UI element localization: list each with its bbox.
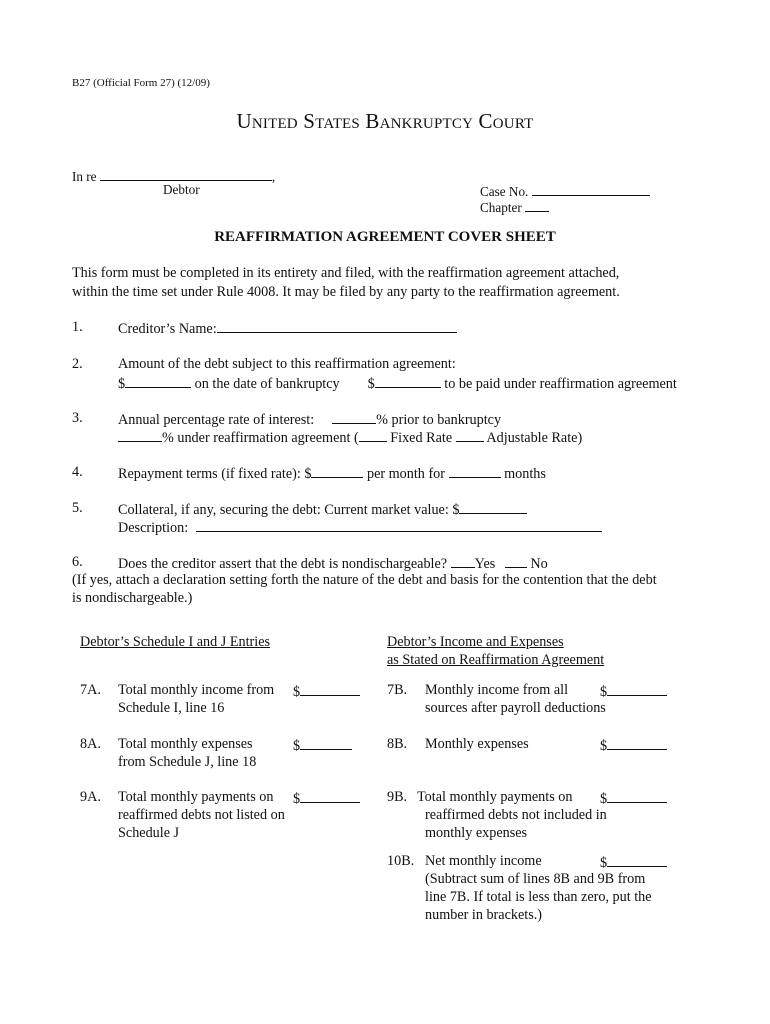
entry-9a-line-1: Total monthly payments on bbox=[118, 789, 274, 805]
entry-7b-line-2: sources after payroll deductions bbox=[425, 700, 606, 716]
creditor-name-field[interactable] bbox=[217, 319, 457, 333]
entry-7b-field[interactable] bbox=[607, 682, 667, 696]
entry-7a-line-2: Schedule I, line 16 bbox=[118, 700, 225, 716]
entry-10b-line-2: (Subtract sum of lines 8B and 9B from bbox=[425, 871, 646, 887]
entry-8b-field[interactable] bbox=[607, 736, 667, 750]
entry-7b-line-1: Monthly income from all bbox=[425, 682, 569, 698]
on-date-of-bankruptcy-text: on the date of bankruptcy bbox=[191, 376, 340, 392]
debt-under-agreement-field[interactable] bbox=[375, 374, 441, 388]
no-label: No bbox=[530, 556, 548, 572]
in-re-comma: , bbox=[271, 169, 276, 184]
entry-10b-line-3: line 7B. If total is less than zero, put the bbox=[425, 889, 652, 905]
item-2-number: 2. bbox=[72, 356, 83, 372]
item-2-line-1: Amount of the debt subject to this reaffirmation agreement: bbox=[118, 356, 456, 372]
apr-label: Annual percentage rate of interest: bbox=[118, 412, 315, 428]
dollar-sign: $ bbox=[600, 791, 608, 807]
right-column-header-1: Debtor’s Income and Expenses bbox=[387, 634, 564, 650]
entry-10b-line-4: number in brackets.) bbox=[425, 907, 543, 923]
item-5-line-1 bbox=[118, 500, 527, 519]
item-6-number: 6. bbox=[72, 554, 83, 570]
entry-7b-number: 7B. bbox=[387, 682, 408, 698]
entry-7a-number: 7A. bbox=[80, 682, 101, 698]
entry-10b-field[interactable] bbox=[607, 853, 667, 867]
entry-9b-line-2: reaffirmed debts not included in bbox=[425, 807, 607, 823]
item-1-creditor bbox=[118, 319, 457, 338]
apr-prior-field[interactable] bbox=[332, 410, 376, 424]
item-6-note-2: is nondischargeable.) bbox=[72, 590, 193, 606]
apr-under-field[interactable] bbox=[118, 428, 162, 442]
dollar-sign: $ bbox=[293, 684, 301, 700]
item-3-line-2 bbox=[118, 428, 582, 447]
debtor-label: Debtor bbox=[163, 182, 200, 197]
item-3-line-1 bbox=[118, 410, 501, 429]
debtor-name-field[interactable] bbox=[100, 167, 272, 181]
description-label: Description: bbox=[118, 520, 189, 536]
to-be-paid-text: to be paid under reaffirmation agreement bbox=[440, 376, 677, 392]
no-field[interactable] bbox=[505, 554, 527, 568]
item-6-note-1: (If yes, attach a declaration setting forth the nature of the debt and basis for the contention that the debt bbox=[72, 572, 657, 588]
intro-line-1: This form must be completed in its entirety and filed, with the reaffirmation agreement attached, bbox=[72, 265, 620, 281]
dollar-sign: $ bbox=[367, 376, 375, 392]
nondischargeable-question: Does the creditor assert that the debt is nondischargeable? bbox=[118, 556, 448, 572]
chapter-label: Chapter bbox=[480, 200, 522, 215]
repayment-terms-label: Repayment terms (if fixed rate): $ bbox=[118, 466, 312, 482]
left-column-header: Debtor’s Schedule I and J Entries bbox=[80, 634, 271, 650]
entry-8b-number: 8B. bbox=[387, 736, 408, 752]
entry-7a-field[interactable] bbox=[300, 682, 360, 696]
description-field[interactable] bbox=[196, 518, 602, 532]
apr-prior-text: % prior to bankruptcy bbox=[376, 412, 502, 428]
entry-8b-amount bbox=[600, 736, 667, 755]
entry-7b-amount bbox=[600, 682, 667, 701]
entry-9a-line-2: reaffirmed debts not listed on bbox=[118, 807, 285, 823]
in-re-label: In re bbox=[72, 169, 97, 184]
per-month-text: per month for bbox=[363, 466, 449, 482]
adjustable-rate-text: Adjustable Rate) bbox=[483, 430, 583, 446]
fixed-rate-field[interactable] bbox=[359, 428, 387, 442]
debt-on-bankruptcy-field[interactable] bbox=[125, 374, 191, 388]
collateral-value-field[interactable] bbox=[459, 500, 527, 514]
yes-label: Yes bbox=[474, 556, 496, 572]
item-2-line-2 bbox=[118, 374, 677, 393]
case-no-field[interactable] bbox=[532, 182, 650, 196]
adjustable-rate-field[interactable] bbox=[456, 428, 484, 442]
entry-9a-line-3: Schedule J bbox=[118, 825, 180, 841]
entry-9a-field[interactable] bbox=[300, 789, 360, 803]
entry-10b-amount bbox=[600, 853, 667, 872]
right-column-header-2: as Stated on Reaffirmation Agreement bbox=[387, 652, 605, 668]
entry-9b-amount bbox=[600, 789, 667, 808]
item-5-line-2 bbox=[118, 518, 602, 537]
item-1-number: 1. bbox=[72, 319, 83, 335]
court-title-text: United States Bankruptcy Court bbox=[236, 109, 534, 133]
intro-line-2: within the time set under Rule 4008. It may be filed by any party to the reaffirmation agreement. bbox=[72, 284, 620, 300]
entry-9b-line-3: monthly expenses bbox=[425, 825, 528, 841]
item-3-number: 3. bbox=[72, 410, 83, 426]
chapter-line bbox=[480, 198, 549, 216]
court-title bbox=[0, 109, 770, 134]
item-4-line bbox=[118, 464, 546, 483]
entry-8a-line-2: from Schedule J, line 18 bbox=[118, 754, 257, 770]
dollar-sign: $ bbox=[293, 791, 301, 807]
entry-7a-amount bbox=[293, 682, 360, 701]
months-text: months bbox=[500, 466, 546, 482]
apr-under-text: % under reaffirmation agreement ( bbox=[162, 430, 359, 446]
form-heading: REAFFIRMATION AGREEMENT COVER SHEET bbox=[214, 229, 556, 245]
months-count-field[interactable] bbox=[449, 464, 501, 478]
dollar-sign: $ bbox=[600, 684, 608, 700]
entry-8b-line-1: Monthly expenses bbox=[425, 736, 529, 752]
entry-9b-field[interactable] bbox=[607, 789, 667, 803]
dollar-sign: $ bbox=[600, 738, 608, 754]
entry-10b-line-1: Net monthly income bbox=[425, 853, 542, 869]
dollar-sign: $ bbox=[293, 738, 301, 754]
entry-8a-line-1: Total monthly expenses bbox=[118, 736, 253, 752]
fixed-rate-text: Fixed Rate bbox=[386, 430, 453, 446]
creditor-name-label: Creditor’s Name: bbox=[118, 321, 217, 337]
item-5-number: 5. bbox=[72, 500, 83, 516]
entry-8a-field[interactable] bbox=[300, 736, 352, 750]
chapter-field[interactable] bbox=[525, 198, 549, 212]
entry-9b-number: 9B. bbox=[387, 789, 408, 805]
entry-8a-number: 8A. bbox=[80, 736, 101, 752]
yes-field[interactable] bbox=[451, 554, 475, 568]
entry-10b-number: 10B. bbox=[387, 853, 415, 869]
payment-amount-field[interactable] bbox=[311, 464, 363, 478]
dollar-sign: $ bbox=[600, 855, 608, 871]
item-6-question bbox=[118, 554, 548, 573]
entry-9a-number: 9A. bbox=[80, 789, 101, 805]
entry-9b-line-1: Total monthly payments on bbox=[417, 789, 573, 805]
entry-7a-line-1: Total monthly income from bbox=[118, 682, 275, 698]
form-id: B27 (Official Form 27) (12/09) bbox=[72, 77, 210, 89]
item-4-number: 4. bbox=[72, 464, 83, 480]
collateral-label: Collateral, if any, securing the debt: Current market value: $ bbox=[118, 502, 460, 518]
dollar-sign: $ bbox=[118, 376, 126, 392]
entry-9a-amount bbox=[293, 789, 360, 808]
entry-8a-amount bbox=[293, 736, 352, 755]
case-no-label: Case No. bbox=[480, 184, 529, 199]
